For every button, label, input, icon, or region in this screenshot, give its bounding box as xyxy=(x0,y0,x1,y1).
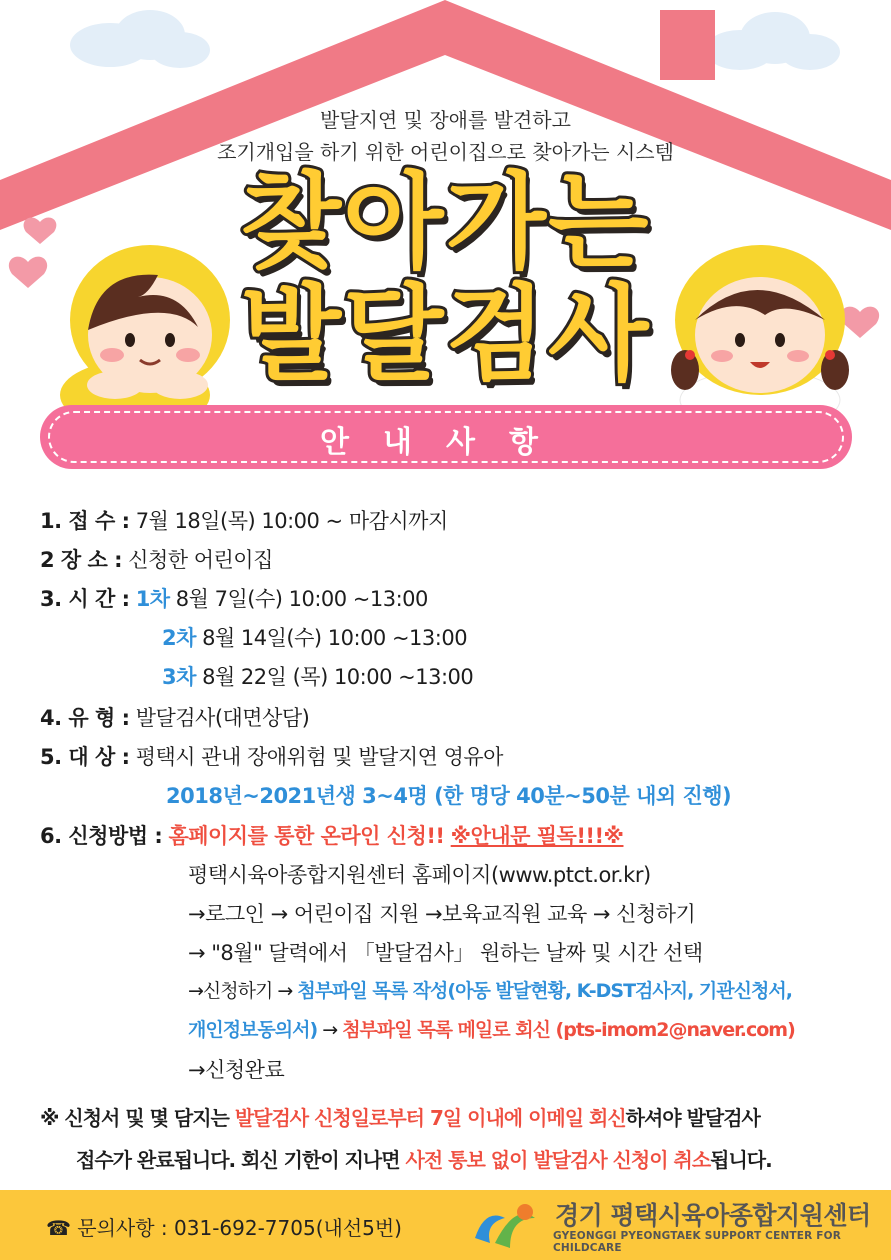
method-notice: ※안내문 필독!!!※ xyxy=(450,824,624,848)
method-step-1: →로그인 → 어린이집 지원 →보육교직원 교육 → 신청하기 xyxy=(188,902,696,926)
cloud-right xyxy=(705,12,840,70)
subtitle-line1: 발달지연 및 장애를 발견하고 xyxy=(320,108,571,132)
org-logo-icon xyxy=(465,1198,545,1254)
note-prefix: ※ 신청서 및 몇 담지는 xyxy=(40,1106,235,1130)
item-place xyxy=(40,544,273,574)
session-value: 8월 7일(수) 10:00 ~13:00 xyxy=(175,587,428,611)
note-mid-1: 하셔야 발달검사 xyxy=(625,1106,760,1130)
item-time-label: 3. 시 간 : xyxy=(40,587,130,611)
target-detail-text: 2018년~2021년생 3~4명 (한 명당 40분~50분 내외 진행) xyxy=(166,784,732,808)
item-target-value: 평택시 관내 장애위험 및 발달지연 영유아 xyxy=(135,745,503,769)
cloud-left xyxy=(70,10,210,68)
method-highlight: 홈페이지를 통한 온라인 신청!! xyxy=(168,824,445,848)
item-time-session-3 xyxy=(162,661,473,691)
item-target-label: 5. 대 상 : xyxy=(40,745,130,769)
note-red-1: 발달검사 신청일로부터 7일 이내에 이메일 회신 xyxy=(234,1106,626,1130)
step3-prefix: →신청하기 → xyxy=(188,980,293,1002)
note-line2-end: 됩니다. xyxy=(710,1148,772,1172)
session-value: 8월 22일 (목) 10:00 ~13:00 xyxy=(202,665,474,689)
item-type-value: 발달검사(대면상담) xyxy=(135,706,310,730)
session-round: 3차 xyxy=(162,665,196,689)
chimney xyxy=(660,10,715,80)
subtitle-line2: 조기개입을 하기 위한 어린이집으로 찾아가는 시스템 xyxy=(217,140,674,164)
step4-consent: 개인정보동의서) xyxy=(188,1019,318,1041)
notice-banner xyxy=(40,405,852,469)
contact-info xyxy=(46,1212,402,1241)
footer xyxy=(0,1190,891,1260)
item-method xyxy=(40,820,623,850)
item-place-value: 신청한 어린이집 xyxy=(128,548,273,572)
page-title-line2: 발달검사 xyxy=(240,273,651,395)
item-place-label: 2 장 소 : xyxy=(40,548,123,572)
session-value: 8월 14일(수) 10:00 ~13:00 xyxy=(202,626,468,650)
step3-attachments: 첨부파일 목록 작성(아동 발달현황, K-DST검사지, 기관신청서, xyxy=(297,980,792,1002)
method-step-5: →신청완료 xyxy=(188,1058,285,1082)
item-reception-label: 1. 접 수 : xyxy=(40,509,130,533)
method-step-2: → "8월" 달력에서 「발달검사」 원하는 날짜 및 시간 선택 xyxy=(188,941,703,965)
method-site: 평택시육아종합지원센터 홈페이지(www.ptct.or.kr) xyxy=(188,863,651,887)
session-round: 2차 xyxy=(162,626,196,650)
phone-icon: ☎ xyxy=(46,1216,71,1240)
step4-email: 첨부파일 목록 메일로 회신 (pts-imom2@naver.com) xyxy=(342,1019,795,1041)
note-line-2 xyxy=(76,1144,772,1173)
page-title-line1: 찾아가는 xyxy=(240,161,651,283)
note-line-1 xyxy=(40,1102,760,1131)
item-type-label: 4. 유 형 : xyxy=(40,706,130,730)
method-step-3 xyxy=(188,976,792,1003)
item-target xyxy=(40,741,503,771)
org-name-en: GYEONGGI PYEONGTAEK SUPPORT CENTER FOR CHILDCARE xyxy=(553,1230,842,1254)
contact-text: 문의사항 : 031-692-7705(내선5번) xyxy=(77,1216,402,1240)
org-name: 경기 평택시육아종합지원센터 xyxy=(555,1201,871,1230)
item-reception-value: 7월 18일(목) 10:00 ~ 마감시까지 xyxy=(135,509,448,533)
item-target-detail xyxy=(166,780,731,810)
item-reception xyxy=(40,505,448,535)
step4-arrow: → xyxy=(322,1019,338,1041)
session-round: 1차 xyxy=(135,587,170,611)
item-type xyxy=(40,702,309,732)
note-red-2: 사전 통보 없이 발달검사 신청이 취소 xyxy=(405,1148,711,1172)
method-step-4 xyxy=(188,1015,795,1042)
item-time xyxy=(40,583,428,613)
item-time-session-2 xyxy=(162,622,467,652)
item-method-label: 6. 신청방법 : xyxy=(40,824,163,848)
note-line2-start: 접수가 완료됩니다. 회신 기한이 지나면 xyxy=(76,1148,406,1172)
banner-label: 안내사항 xyxy=(320,425,572,460)
